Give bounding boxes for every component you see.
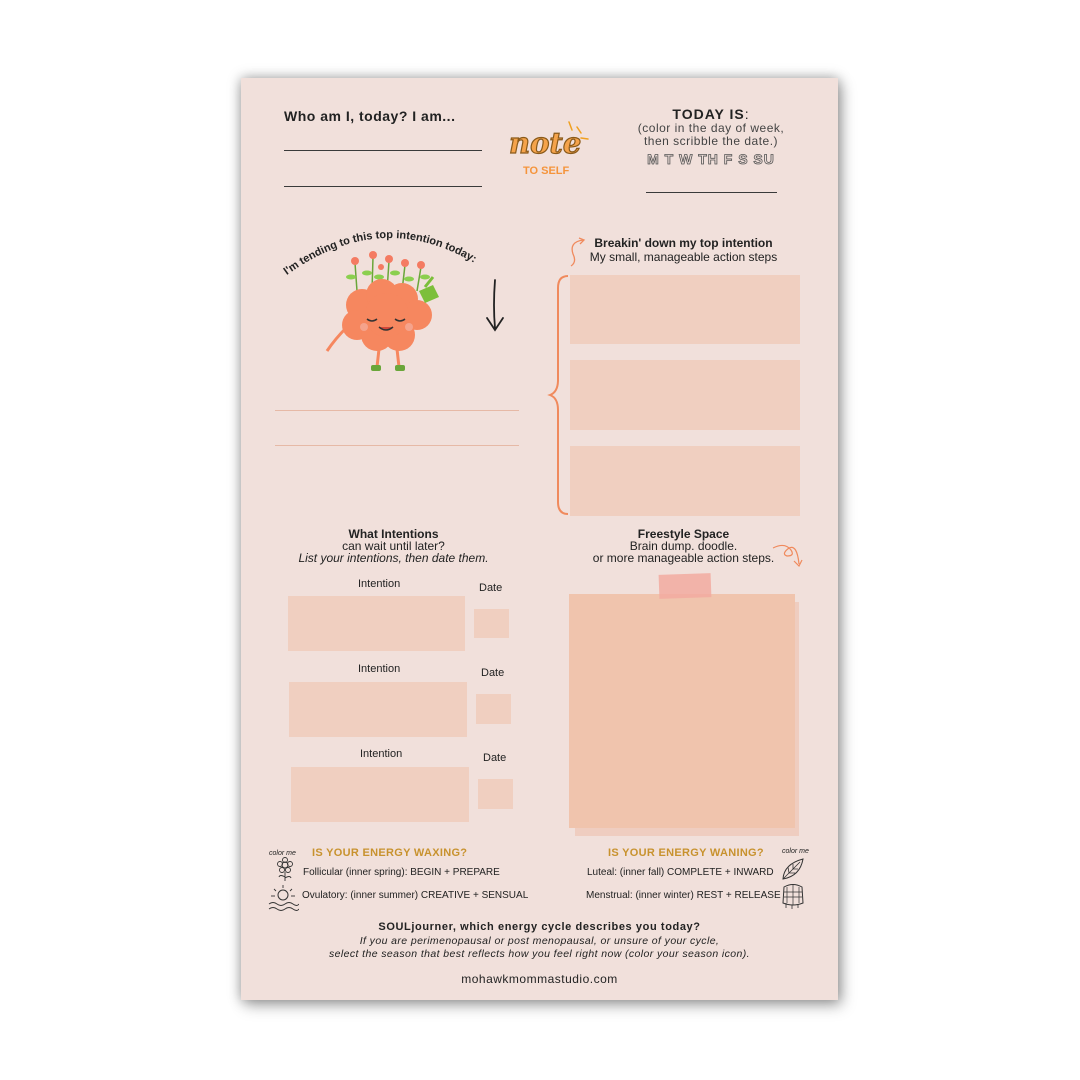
fall-leaf-icon[interactable] [780, 856, 806, 882]
days-of-week[interactable]: M T W TH F S SU [647, 151, 775, 167]
date-label-1: Date [479, 582, 503, 594]
washi-tape [659, 573, 712, 599]
today-is-colon: : [744, 106, 750, 122]
later-intention-box-1[interactable] [288, 596, 465, 651]
logo-tag: TO SELF [523, 165, 570, 177]
intention-label-3: Intention [360, 748, 403, 760]
later-line3: List your intentions, then date them. [298, 551, 489, 565]
action-step-box-2[interactable] [570, 360, 800, 430]
waxing-title: IS YOUR ENERGY WAXING? [312, 847, 468, 859]
later-date-box-3[interactable] [478, 779, 513, 809]
later-line2: can wait until later? [342, 539, 445, 553]
breakdown-subtitle: My small, manageable action steps [589, 250, 778, 264]
today-hint-1: (color in the day of week, [637, 121, 785, 135]
spring-flower-icon[interactable] [274, 856, 296, 882]
date-label-3: Date [483, 752, 507, 764]
later-intention-box-2[interactable] [289, 682, 467, 737]
later-date-box-1[interactable] [474, 609, 509, 638]
arc-text: I'm tending to this top intention today: [281, 228, 479, 278]
website-link[interactable]: mohawkmommastudio.com [461, 972, 618, 986]
curly-arrow-icon [771, 542, 805, 572]
who-am-i-prompt: Who am I, today? I am... [284, 108, 456, 124]
date-label-2: Date [481, 667, 505, 679]
breakdown-header [571, 236, 796, 264]
color-me-label-left: color me [269, 850, 296, 857]
cycle-note-2: select the season that best reflects how you feel right now (color your season icon). [329, 948, 750, 960]
intention-label-2: Intention [358, 663, 401, 675]
down-arrow-icon [483, 278, 507, 334]
ovulatory-text: Ovulatory: (inner summer) CREATIVE + SENSUAL [302, 890, 529, 901]
action-step-box-3[interactable] [570, 446, 800, 516]
winter-sweater-icon[interactable] [780, 881, 806, 909]
worksheet-page [241, 78, 838, 1000]
luteal-text: Luteal: (inner fall) COMPLETE + INWARD [587, 867, 774, 878]
brain-mascot-illustration [317, 243, 457, 383]
freestyle-line2: Brain dump. doodle. [629, 539, 738, 553]
who-am-i-line-2[interactable] [284, 186, 482, 187]
later-intention-box-3[interactable] [291, 767, 469, 822]
freestyle-header [561, 528, 806, 564]
color-me-label-right: color me [782, 848, 809, 855]
freestyle-line3: or more manageable action steps. [592, 551, 775, 565]
intention-line-1[interactable] [275, 410, 519, 411]
later-header [271, 528, 516, 564]
summer-sun-icon[interactable] [267, 884, 299, 912]
who-am-i-line-1[interactable] [284, 150, 482, 151]
cycle-question: SOULjourner, which energy cycle describes you today? [378, 921, 701, 933]
today-is-title: TODAY IS [672, 106, 745, 122]
today-is-block [611, 106, 811, 167]
freestyle-title: Freestyle Space [637, 527, 730, 541]
later-title: What Intentions [348, 527, 439, 541]
today-hint-2: then scribble the date.) [643, 134, 779, 148]
freestyle-space-box[interactable] [569, 594, 795, 828]
breakdown-title: Breakin' down my top intention [594, 236, 773, 250]
follicular-text: Follicular (inner spring): BEGIN + PREPARE [303, 867, 500, 878]
date-line[interactable] [646, 192, 777, 193]
note-to-self-logo [507, 118, 597, 188]
cycle-note [241, 935, 838, 961]
cycle-note-1: If you are perimenopausal or post menopausal, or unsure of your cycle, [359, 935, 720, 947]
intention-label-1: Intention [358, 578, 401, 590]
intention-line-2[interactable] [275, 445, 519, 446]
later-date-box-2[interactable] [476, 694, 511, 724]
action-step-box-1[interactable] [570, 275, 800, 344]
waning-title: IS YOUR ENERGY WANING? [608, 847, 764, 859]
brace-icon [546, 274, 572, 516]
menstrual-text: Menstrual: (inner winter) REST + RELEASE [586, 890, 781, 901]
logo-word: note [509, 126, 582, 160]
